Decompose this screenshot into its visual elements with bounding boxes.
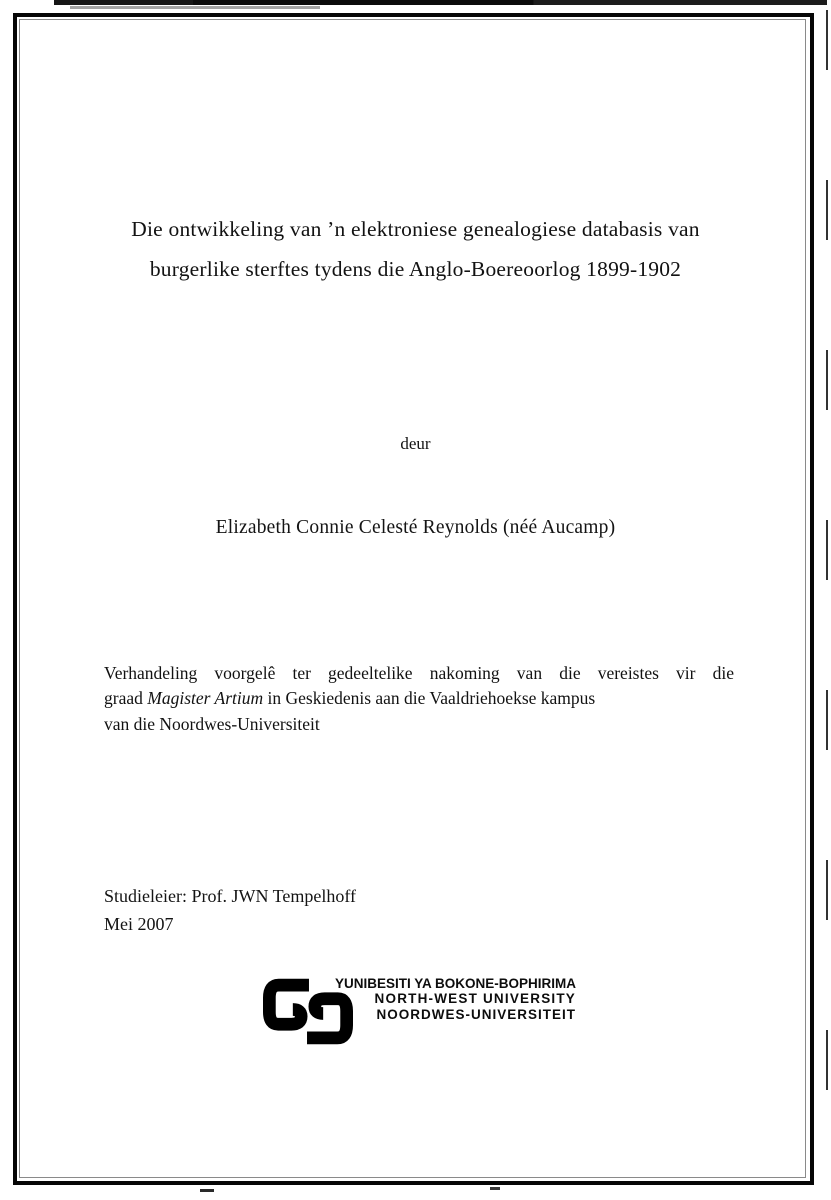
declaration-line-1: Verhandeling voorgelê ter gedeeltelike nakoming van die vereistes vir die	[104, 663, 734, 683]
thesis-title	[50, 209, 781, 289]
scan-artifact-speck	[200, 1189, 214, 1192]
supervisor-block	[104, 882, 356, 938]
scan-artifact-top-streak-gray	[70, 6, 320, 9]
thesis-title-line-1: Die ontwikkeling van ’n elektroniese genealogiese databasis van	[131, 217, 700, 241]
thesis-title-line-2: burgerlike sterftes tydens die Anglo-Boereoorlog 1899-1902	[149, 257, 682, 281]
logo-text-english: NORTH-WEST UNIVERSITY	[374, 991, 576, 1007]
logo-text-setswana: YUNIBESITI YA BOKONE-BOPHIRIMA	[334, 976, 576, 991]
byline-label: deur	[400, 434, 431, 453]
scan-artifact-right-streak	[826, 10, 828, 1130]
degree-name-italic: Magister Artium	[147, 688, 264, 709]
logo-text-afrikaans: NOORDWES-UNIVERSITEIT	[376, 1006, 576, 1022]
declaration-line-2-suffix: in Geskiedenis aan die Vaaldriehoekse kampus	[263, 688, 596, 709]
degree-declaration	[104, 661, 734, 737]
author-name: Elizabeth Connie Celesté Reynolds (néé Aucamp)	[215, 517, 616, 538]
declaration-line-2-prefix: graad	[104, 688, 148, 709]
scan-artifact-speck	[490, 1187, 500, 1190]
date-line: Mei 2007	[104, 914, 174, 934]
declaration-line-2	[104, 686, 734, 711]
declaration-line-3: van die Noordwes-Universiteit	[104, 713, 320, 734]
university-logo-text	[320, 976, 576, 1022]
supervisor-line: Studieleier: Prof. JWN Tempelhoff	[104, 886, 357, 906]
scan-artifact-top-streak	[54, 0, 827, 5]
